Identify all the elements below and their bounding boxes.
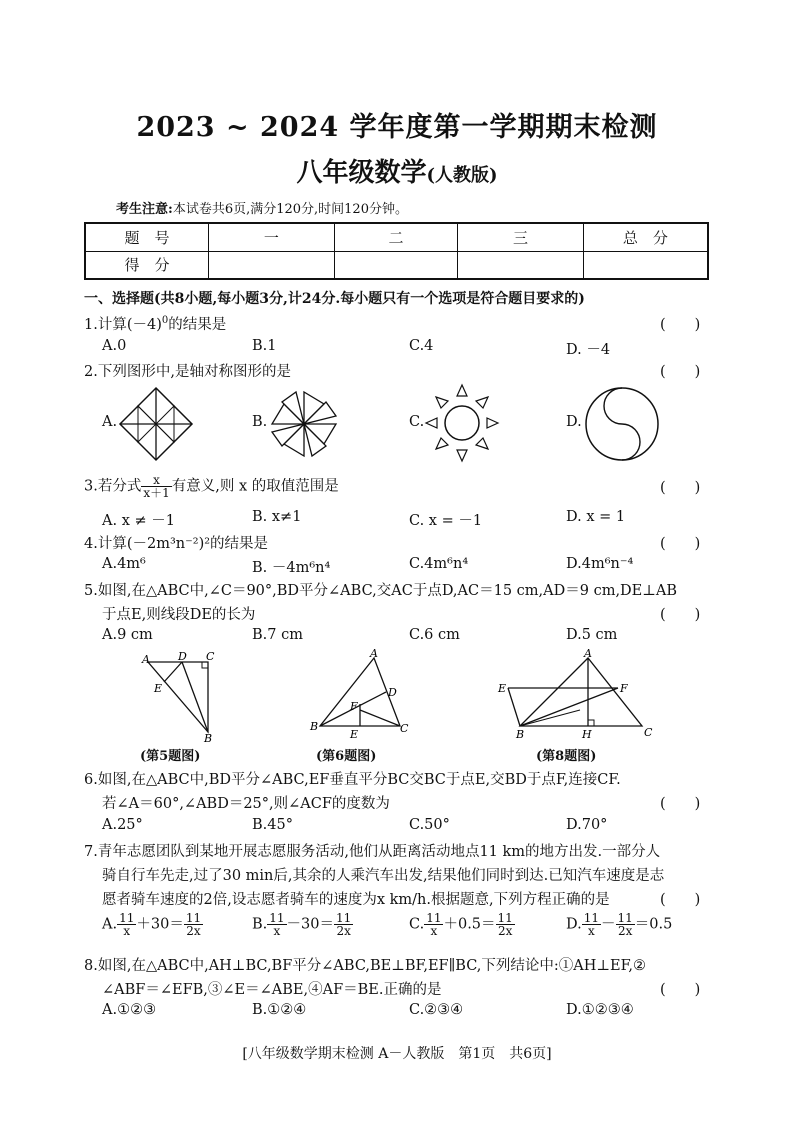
q2-figure-c: [424, 382, 500, 464]
q7-option-b: [252, 912, 353, 937]
q6-option-c: C.50°: [409, 817, 450, 833]
q6-answer-blank[interactable]: ( ): [660, 796, 701, 812]
q3-option-b: B. x≠1: [252, 509, 302, 525]
exam-note: [116, 198, 408, 217]
fig6-label-c: C: [400, 722, 409, 735]
q8-stem-line2: ∠ABF＝∠EFB,③∠E＝∠ABE,④AF＝BE.正确的是: [102, 982, 442, 998]
fig8-label-e: E: [498, 682, 507, 695]
edition: (人教版): [426, 165, 498, 186]
q7-a-mid: ＋30＝: [136, 916, 184, 933]
caption-fig8: (第8题图): [536, 749, 597, 764]
q3-answer-blank[interactable]: ( ): [660, 480, 701, 496]
q7-d-post: ＝0.5: [634, 916, 673, 933]
caption-fig5: (第5题图): [140, 749, 201, 764]
fig8-label-h: H: [582, 728, 592, 740]
q1-answer-blank[interactable]: ( ): [660, 317, 701, 333]
q1-option-a: A.0: [102, 338, 127, 354]
q7-stem-line3: 愿者骑车速度的2倍,设志愿者骑车的速度为x km/h.根据题意,下列方程正确的是: [102, 892, 610, 908]
fig5-label-e: E: [154, 682, 163, 695]
q8-option-a: A.①②③: [102, 1002, 157, 1018]
section-heading: 一、选择题(共8小题,每小题3分,计24分.每小题只有一个选项是符合题目要求的): [84, 291, 585, 307]
q7-b-frac2-den: 2x: [336, 924, 351, 938]
q4-option-b: B. －4m⁶n⁴: [252, 560, 331, 576]
q2-stem: 2.下列图形中,是轴对称图形的是: [84, 364, 291, 380]
fig8-label-b: B: [516, 728, 525, 740]
q8-answer-blank[interactable]: ( ): [660, 982, 701, 998]
q7-a-frac1-den: x: [123, 924, 131, 938]
q3-stem-pre: 3.若分式: [84, 478, 142, 495]
q7-d-frac1-den: x: [587, 924, 595, 938]
q7-d-frac2: [616, 912, 635, 937]
subject-name: 八年级数学: [296, 158, 427, 188]
q7-b-frac1: [267, 912, 286, 937]
q1-option-c: C.4: [409, 338, 434, 354]
q6-stem-line2: 若∠A＝60°,∠ABD＝25°,则∠ACF的度数为: [102, 796, 390, 812]
fig8-label-f: F: [620, 682, 628, 695]
q2-option-b: B.: [252, 414, 268, 430]
q7-d-frac2-num: 11: [617, 911, 633, 925]
q7-a-frac1: [117, 912, 136, 937]
score-header-total: 总 分: [583, 223, 708, 251]
q3-stem: [84, 474, 339, 499]
q7-c-frac1-den: x: [430, 924, 438, 938]
score-row-label: 得 分: [85, 251, 209, 279]
q4-option-d: D.4m⁶n⁻⁴: [566, 556, 634, 572]
q2-figure-a: [116, 384, 196, 464]
q8-stem-line1: 8.如图,在△ABC中,AH⊥BC,BF平分∠ABC,BE⊥BF,EF∥BC,下列结论中:①AH⊥EF,②: [84, 958, 647, 974]
score-header-2: 二: [334, 223, 458, 251]
q7-a-prefix: A.: [102, 916, 118, 933]
q7-c-frac2-num: 11: [497, 911, 513, 925]
fig5-label-d: D: [178, 650, 187, 663]
q4-stem: 4.计算(－2m³n⁻²)²的结果是: [84, 536, 269, 552]
page-footer: [八年级数学期末检测 A－人教版 第1页 共6页]: [242, 1046, 552, 1062]
note-label: 考生注意:: [116, 202, 173, 217]
q3-stem-post: 有意义,则 x 的取值范围是: [171, 478, 339, 495]
q8-option-b: B.①②④: [252, 1002, 307, 1018]
q7-stem-line2: 骑自行车先走,过了30 min后,其余的人乘汽车出发,结果他们同时到达.已知汽车速度是志: [102, 868, 665, 884]
q1-stem-post: 的结果是: [168, 317, 227, 333]
fig6-label-a: A: [370, 648, 378, 660]
q2-figure-d: [582, 384, 662, 464]
score-cell-2[interactable]: [334, 251, 458, 279]
fig8-label-a: A: [584, 648, 592, 660]
fig5-label-a: A: [142, 653, 150, 666]
q7-option-d: [566, 912, 672, 937]
q3-denominator: x＋1: [143, 486, 170, 500]
q7-d-prefix: D.: [566, 916, 582, 933]
q2-option-d: D.: [566, 414, 582, 430]
exam-title: 2023 ~ 2024 学年度第一学期期末检测: [136, 112, 658, 143]
q2-option-c: C.: [409, 414, 425, 430]
q7-a-frac2-den: 2x: [186, 924, 201, 938]
fig8-label-c: C: [644, 726, 653, 739]
q7-d-mid: －: [601, 916, 616, 933]
score-cell-total[interactable]: [583, 251, 708, 279]
score-header-1: 一: [209, 223, 335, 251]
q7-a-frac2: [184, 912, 203, 937]
q7-d-frac1-num: 11: [583, 911, 599, 925]
q6-option-b: B.45°: [252, 817, 293, 833]
score-header-label: 题 号: [85, 223, 209, 251]
q6-stem-line1: 6.如图,在△ABC中,BD平分∠ABC,EF垂直平分BC交BC于点E,交BD于点F,连接CF.: [84, 772, 621, 788]
q7-answer-blank[interactable]: ( ): [660, 892, 701, 908]
figure-6: [308, 648, 412, 740]
q7-c-mid: ＋0.5＝: [443, 916, 496, 933]
q7-option-c: [409, 912, 515, 937]
q5-option-a: A.9 cm: [102, 627, 153, 643]
q5-option-c: C.6 cm: [409, 627, 460, 643]
q3-option-d: D. x = 1: [566, 509, 626, 525]
q3-fraction: [141, 474, 171, 499]
score-table: [84, 222, 709, 280]
figure-8: [496, 648, 664, 740]
q7-stem-line1: 7.青年志愿团队到某地开展志愿服务活动,他们从距离活动地点11 km的地方出发.一部分人: [84, 844, 661, 860]
q2-answer-blank[interactable]: ( ): [660, 364, 701, 380]
q1-exponent: 0: [161, 315, 169, 327]
q5-answer-blank[interactable]: ( ): [660, 607, 701, 623]
q4-option-c: C.4m⁶n⁴: [409, 556, 469, 572]
q3-option-c: C. x = －1: [409, 513, 483, 529]
q7-a-frac1-num: 11: [119, 911, 135, 925]
q3-numerator: x: [141, 474, 171, 487]
fig6-label-d: D: [388, 686, 397, 699]
q7-b-mid: －30＝: [286, 916, 334, 933]
score-cell-1[interactable]: [209, 251, 335, 279]
q1-option-b: B.1: [252, 338, 277, 354]
caption-fig6: (第6题图): [316, 749, 377, 764]
q7-b-frac2: [334, 912, 353, 937]
q7-b-frac1-den: x: [273, 924, 281, 938]
q7-c-frac2: [496, 912, 515, 937]
q7-b-prefix: B.: [252, 916, 268, 933]
fig5-label-b: B: [204, 732, 213, 742]
q1-option-d: D. －4: [566, 342, 611, 358]
q7-c-frac1: [424, 912, 443, 937]
score-cell-3[interactable]: [458, 251, 584, 279]
q5-stem-line2: 于点E,则线段DE的长为: [102, 607, 256, 623]
q5-option-d: D.5 cm: [566, 627, 618, 643]
fig6-label-e: E: [350, 728, 359, 740]
q7-c-frac1-num: 11: [426, 911, 442, 925]
q5-option-b: B.7 cm: [252, 627, 303, 643]
q2-figure-b: [266, 386, 342, 462]
q8-option-d: D.①②③④: [566, 1002, 634, 1018]
q7-c-frac2-den: 2x: [497, 924, 513, 938]
q7-option-a: [102, 912, 203, 937]
exam-subtitle: [0, 152, 794, 189]
q6-option-d: D.70°: [566, 817, 608, 833]
q7-d-frac1: [582, 912, 601, 937]
q1-stem: [84, 313, 226, 334]
q2-option-a: A.: [102, 414, 118, 430]
q7-b-frac2-num: 11: [336, 911, 352, 925]
q4-option-a: A.4m⁶: [102, 556, 146, 572]
q7-a-frac2-num: 11: [185, 911, 202, 925]
note-text: 本试卷共6页,满分120分,时间120分钟。: [172, 202, 408, 217]
q3-option-a: A. x ≠ －1: [102, 513, 175, 529]
fig6-label-f: F: [350, 700, 358, 713]
q8-option-c: C.②③④: [409, 1002, 464, 1018]
fig6-label-b: B: [310, 720, 319, 733]
q6-option-a: A.25°: [102, 817, 143, 833]
q1-stem-pre: 1.计算(－4): [84, 317, 162, 333]
q7-b-frac1-num: 11: [269, 911, 285, 925]
figure-5: [136, 650, 226, 742]
q4-answer-blank[interactable]: ( ): [660, 536, 701, 552]
q5-stem-line1: 5.如图,在△ABC中,∠C＝90°,BD平分∠ABC,交AC于点D,AC＝15 cm,AD＝9 cm,DE⊥AB: [84, 583, 678, 599]
q7-c-prefix: C.: [409, 916, 425, 933]
fig5-label-c: C: [206, 650, 215, 663]
q7-d-frac2-den: 2x: [617, 924, 633, 938]
score-header-3: 三: [458, 223, 584, 251]
